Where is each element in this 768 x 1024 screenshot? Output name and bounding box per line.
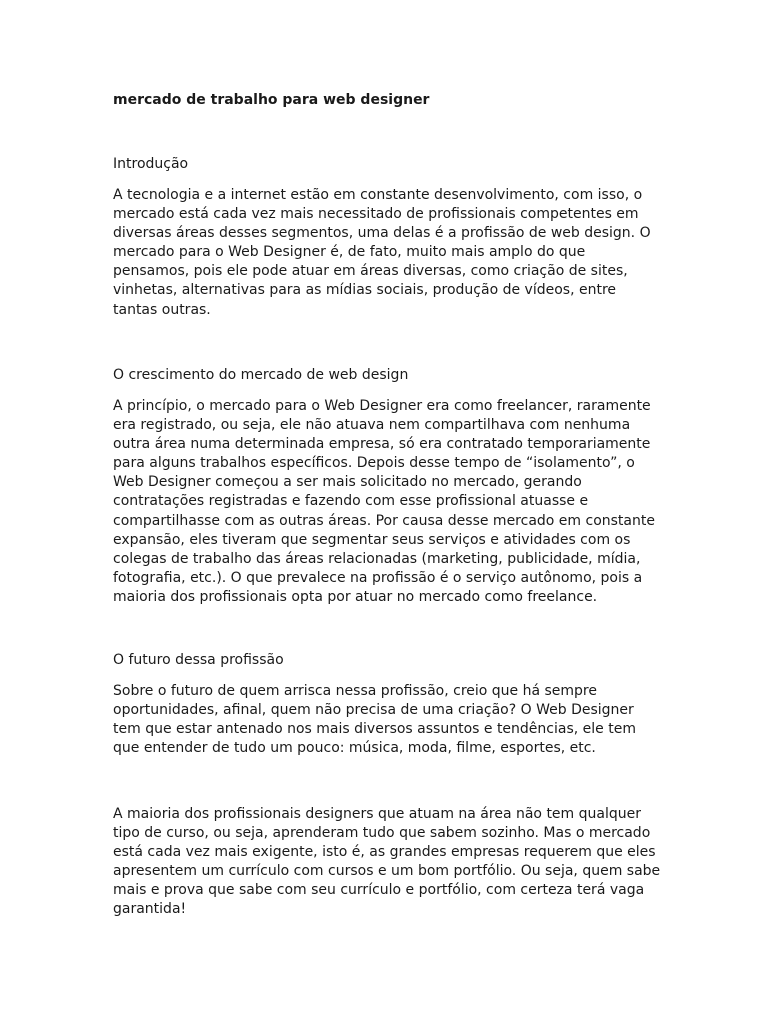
text-line: maioria dos profissionais opta por atuar no mercado como freelance. — [113, 588, 598, 605]
text-line: garantida! — [113, 901, 187, 918]
text-line: compartilhasse com as outras áreas. Por causa desse mercado em constante — [113, 512, 655, 529]
text-line: mais e prova que sabe com seu currículo e portfólio, com certeza terá vaga — [113, 882, 645, 899]
text-line: colegas de trabalho das áreas relacionadas (marketing, publicidade, mídia, — [113, 550, 641, 567]
text-line: A tecnologia e a internet estão em constante desenvolvimento, com isso, o — [113, 187, 643, 203]
section-heading-introducao: Introdução — [113, 156, 189, 172]
text-line: que entender de tudo um pouco: música, moda, filme, esportes, etc. — [113, 740, 596, 757]
text-line: tem que estar antenado nos mais diversos assuntos e tendências, ele tem — [113, 721, 636, 738]
text-line: pensamos, pois ele pode atuar em áreas diversas, como criação de sites, — [113, 263, 628, 280]
text-line: vinhetas, alternativas para as mídias sociais, produção de vídeos, entre — [113, 282, 617, 299]
text-line: tipo de curso, ou seja, aprenderam tudo que sabem sozinho. Mas o mercado — [113, 825, 651, 842]
text-line: apresentem um currículo com cursos e um bom portfólio. Ou seja, quem sabe — [113, 863, 661, 880]
section-paragraph-futuro — [113, 682, 653, 758]
text-line: tantas outras. — [113, 301, 211, 318]
section-paragraph-introducao — [113, 186, 653, 320]
text-line: para alguns trabalhos específicos. Depois desse tempo de “isolamento”, o — [113, 455, 635, 472]
text-line: era registrado, ou seja, ele não atuava nem compartilhava com nenhuma — [113, 417, 631, 434]
document-title: mercado de trabalho para web designer — [113, 92, 430, 108]
section-heading-crescimento: O crescimento do mercado de web design — [113, 367, 409, 383]
text-line: diversas áreas desses segmentos, uma delas é a profissão de web design. O — [113, 225, 651, 242]
text-line: contratações registradas e fazendo com esse profissional atuasse e — [113, 493, 589, 510]
text-line: oportunidades, afinal, quem não precisa de uma criação? O Web Designer — [113, 702, 634, 719]
section-heading-futuro: O futuro dessa profissão — [113, 652, 284, 668]
text-line: Sobre o futuro de quem arrisca nessa profissão, creio que há sempre — [113, 683, 597, 699]
text-line: Web Designer começou a ser mais solicitado no mercado, gerando — [113, 474, 582, 491]
section-paragraph-crescimento — [113, 397, 653, 607]
text-line: mercado está cada vez mais necessitado de profissionais competentes em — [113, 206, 639, 223]
text-line: A maioria dos profissionais designers que atuam na área não tem qualquer — [113, 806, 641, 822]
text-line: fotografia, etc.). O que prevalece na profissão é o serviço autônomo, pois a — [113, 569, 643, 586]
text-line: mercado para o Web Designer é, de fato, muito mais amplo do que — [113, 244, 586, 261]
text-line: outra área numa determinada empresa, só era contratado temporariamente — [113, 436, 651, 453]
text-line: expansão, eles tiveram que segmentar seus serviços e atividades com os — [113, 531, 631, 548]
text-line: A princípio, o mercado para o Web Designer era como freelancer, raramente — [113, 398, 651, 414]
text-line: está cada vez mais exigente, isto é, as grandes empresas requerem que eles — [113, 844, 656, 861]
section-paragraph-conclusao — [113, 805, 661, 920]
